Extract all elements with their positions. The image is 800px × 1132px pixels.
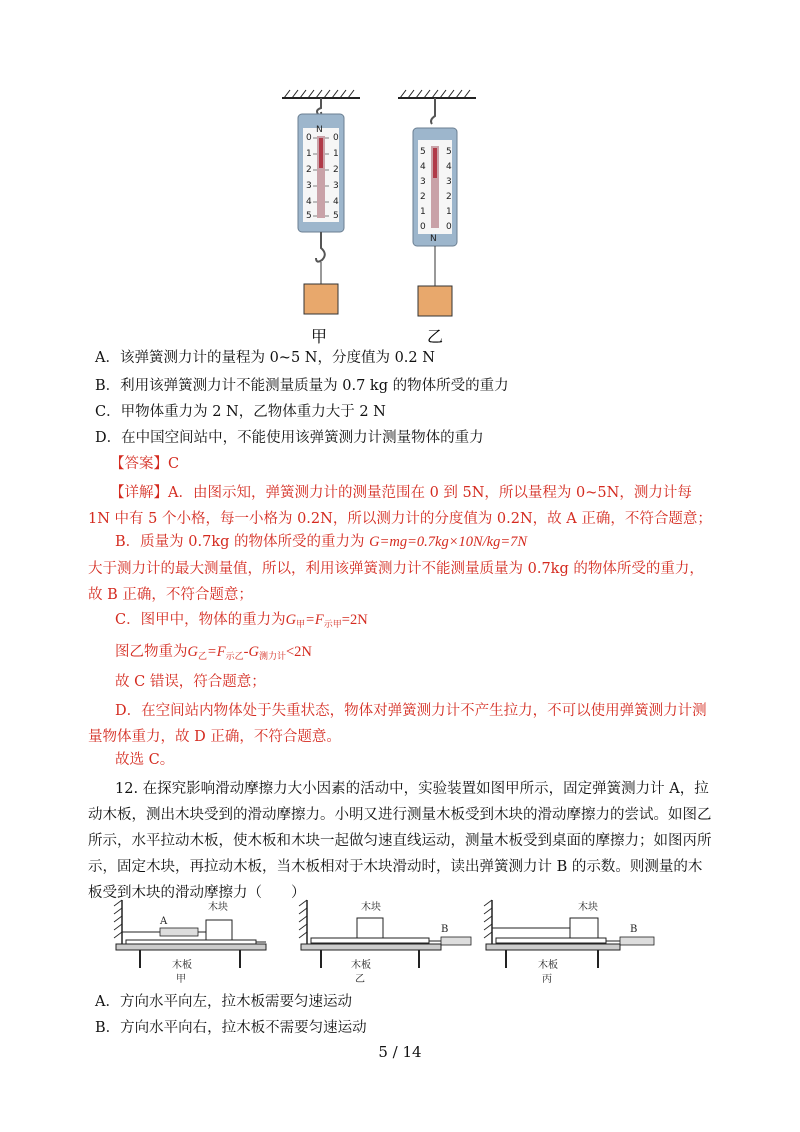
svg-text:N: N (316, 125, 323, 135)
svg-text:2: 2 (333, 165, 339, 175)
svg-text:乙: 乙 (355, 974, 365, 985)
svg-text:0: 0 (446, 222, 452, 232)
answer (110, 454, 179, 474)
svg-text:5: 5 (446, 147, 452, 157)
detail-c2-formula: $G_乙=F_{示乙}-G_{测力计}<2N$ (187, 644, 312, 661)
detail-b-prefix: B．质量为 0.7kg 的物体所受的重力为 (115, 534, 370, 550)
svg-text:1: 1 (306, 149, 312, 159)
q11-option-c: C．甲物体重力为 2 N，乙物体重力大于 2 N (95, 404, 386, 420)
fig-yi (299, 900, 471, 985)
fig-bing (484, 900, 654, 985)
svg-text:3: 3 (420, 177, 426, 187)
svg-text:木块: 木块 (578, 902, 598, 913)
detail-c-line2 (115, 642, 312, 666)
page-number: 5 / 14 (378, 1043, 422, 1061)
svg-text:2: 2 (420, 192, 426, 202)
fig-jia (114, 900, 266, 985)
svg-text:4: 4 (333, 197, 339, 207)
svg-text:0: 0 (306, 133, 312, 143)
ceiling-right (398, 90, 476, 98)
spring-scale-yi (413, 98, 457, 346)
svg-text:3: 3 (446, 177, 452, 187)
svg-text:1: 1 (333, 149, 339, 159)
svg-text:乙: 乙 (427, 327, 444, 346)
svg-text:木板: 木板 (538, 960, 558, 971)
detail-c-line3: 故 C 错误，符合题意； (115, 674, 266, 690)
svg-text:甲: 甲 (176, 974, 186, 985)
detail-conclusion: 故选 C。 (115, 752, 175, 768)
answer-value: C (168, 456, 180, 472)
q11-option-d: D．在中国空间站中，不能使用该弹簧测力计测量物体的重力 (95, 430, 484, 446)
detail-a (88, 480, 712, 532)
svg-text:4: 4 (446, 162, 452, 172)
detail-a-text: A．由图示知，弹簧测力计的测量范围在 0 到 5N，所以量程为 0~5N，测力计每 1N 中有 5 个小格，每一小格为 0.2N，所以测力计的分度值为 0.2N，故 A 正确，不符合题意； (88, 485, 712, 527)
svg-text:5: 5 (420, 147, 426, 157)
detail-c-line1 (115, 610, 368, 634)
svg-text:2: 2 (446, 192, 452, 202)
svg-text:4: 4 (306, 197, 312, 207)
svg-text:木块: 木块 (361, 902, 381, 913)
answer-tag: 【答案】 (110, 456, 168, 472)
detail-d: D．在空间站内物体处于失重状态，物体对弹簧测力计不产生拉力，不可以使用弹簧测力计测量物体重力，故 D 正确，不符合题意。 (88, 703, 707, 745)
detail-b-line2: 大于测力计的最大测量值，所以，利用该弹簧测力计不能测量质量为 0.7kg 的物体所受的重力，故 B 正确，不符合题意； (88, 561, 704, 603)
svg-text:1: 1 (446, 207, 452, 217)
q12-option-a: A．方向水平向左，拉木板需要匀速运动 (95, 994, 352, 1010)
svg-text:木块: 木块 (208, 902, 228, 913)
detail-b-line1 (115, 532, 527, 552)
spring-scale-figure (270, 88, 490, 348)
svg-text:3: 3 (333, 181, 339, 191)
q12-stem: 12. 在探究影响滑动摩擦力大小因素的活动中，实验装置如图甲所示，固定弹簧测力计 A，拉动木板，测出木块受到的滑动摩擦力。小明又进行测量木板受到木块的滑动摩擦力的尝试。如图乙所示，水平拉动木板，使木板和木块一起做匀速直线运动，测量木板受到桌面的摩擦力；如图丙所示，固定木块，再拉动木板，当木板相对于木块滑动时，读出弹簧测力计 B 的示数。则测量的木板受到木块的滑动摩擦力（ ） (88, 781, 712, 901)
detail-c-formula: $G_甲=F_{示甲}=2N$ (285, 612, 368, 629)
svg-text:1: 1 (420, 207, 426, 217)
friction-experiment-figure (110, 896, 690, 988)
q12-option-b: B．方向水平向右，拉木板不需要匀速运动 (95, 1020, 367, 1036)
svg-text:B: B (441, 924, 449, 935)
q11-option-a: A．该弹簧测力计的量程为 0~5 N，分度值为 0.2 N (95, 350, 435, 366)
svg-text:木板: 木板 (172, 960, 192, 971)
svg-text:甲: 甲 (311, 327, 328, 346)
ceiling-left (282, 90, 360, 98)
detail-tag: 【详解】 (110, 485, 168, 501)
svg-text:N: N (430, 234, 437, 244)
detail-c-prefix: C．图甲中，物体的重力为 (115, 612, 286, 628)
svg-text:A: A (160, 916, 168, 927)
svg-text:5: 5 (333, 211, 339, 221)
svg-text:5: 5 (306, 211, 312, 221)
svg-text:4: 4 (420, 162, 426, 172)
svg-text:0: 0 (420, 222, 426, 232)
svg-text:2: 2 (306, 165, 312, 175)
detail-b-formula: G=mg=0.7kg×10N/kg=7N (369, 534, 528, 550)
q11-option-b: B．利用该弹簧测力计不能测量质量为 0.7 kg 的物体所受的重力 (95, 378, 509, 394)
spring-scale-jia (298, 98, 344, 346)
svg-text:丙: 丙 (542, 974, 552, 985)
svg-text:木板: 木板 (351, 960, 371, 971)
svg-text:3: 3 (306, 181, 312, 191)
detail-c2-prefix: 图乙物重为 (115, 644, 188, 660)
svg-text:B: B (630, 924, 638, 935)
svg-text:0: 0 (333, 133, 339, 143)
